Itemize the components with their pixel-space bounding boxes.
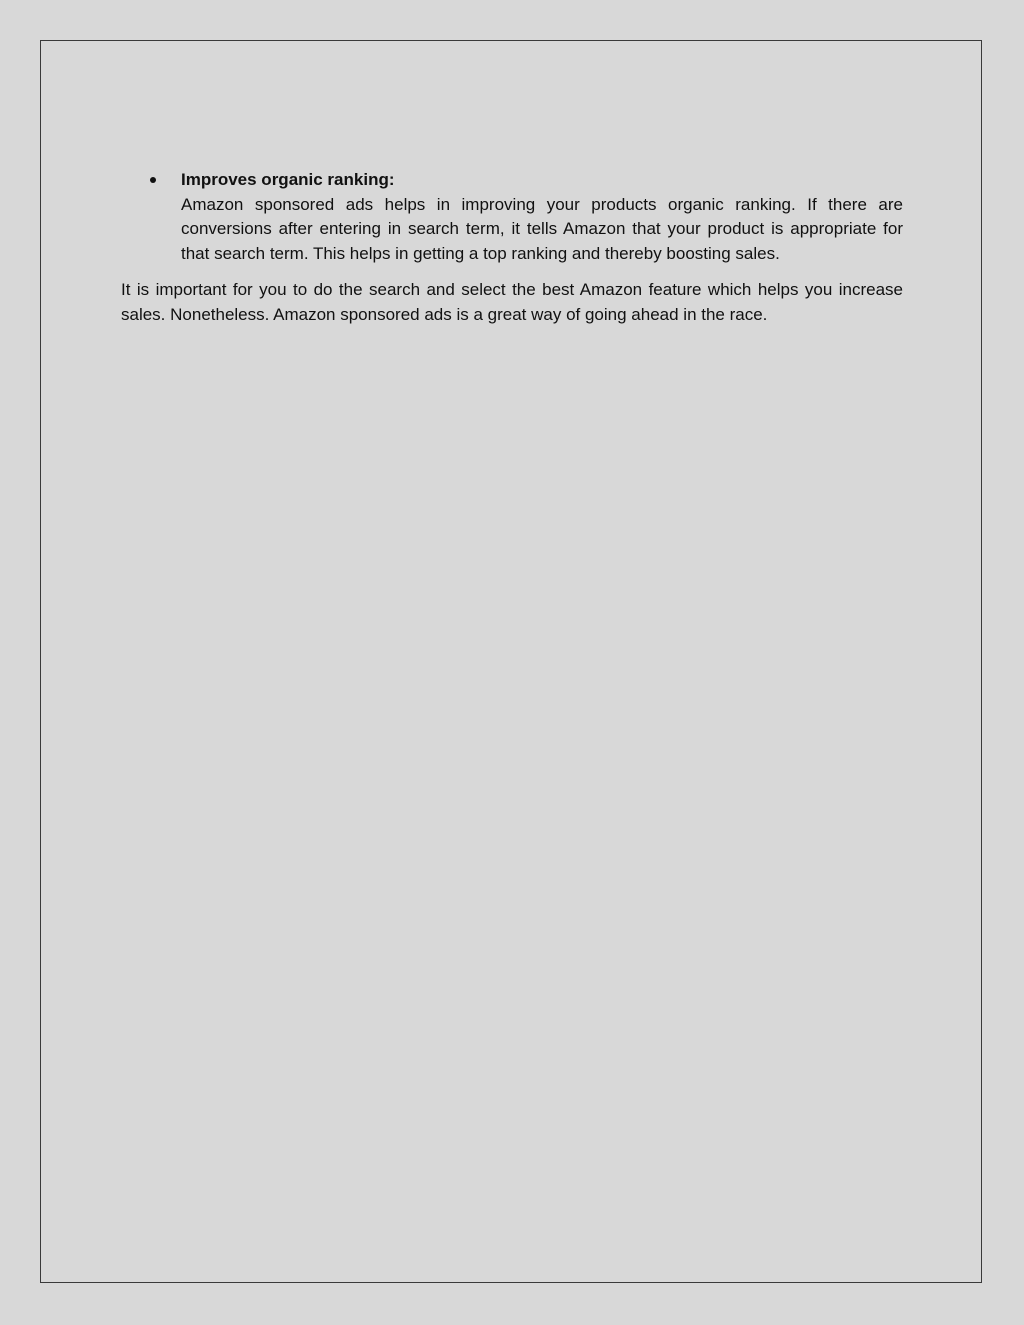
bullet-icon — [150, 177, 156, 183]
bullet-body: Amazon sponsored ads helps in improving your products organic ranking. If there are conversions after entering in search term, it tells Amazon that your product is appropriate for that search term. This helps in getting a top ranking and thereby boosting sales. — [181, 194, 903, 263]
closing-paragraph: It is important for you to do the search and select the best Amazon feature which helps you increase sales. Nonetheless. Amazon sponsored ads is a great way of going ahead in the race. — [121, 280, 903, 324]
document-page — [40, 40, 982, 1283]
bullet-list — [121, 168, 903, 266]
page-content — [121, 168, 903, 327]
bullet-heading: Improves organic ranking: — [181, 170, 395, 189]
list-item — [121, 168, 903, 266]
